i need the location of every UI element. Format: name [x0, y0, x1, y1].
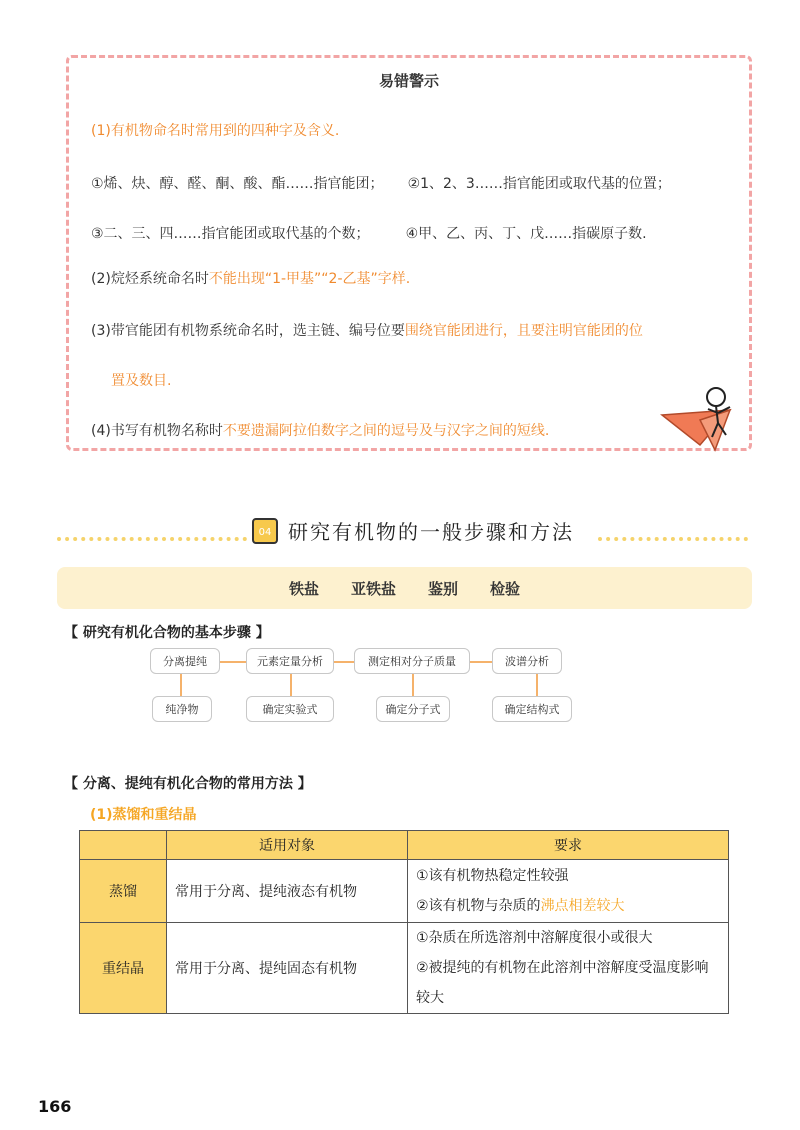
flow-result-empirical: 确定实验式 [246, 696, 334, 722]
cell-requirement [408, 923, 729, 1014]
keyword-item: 亚铁盐 [350, 579, 396, 598]
cell-requirement [408, 860, 729, 923]
warning-line-2 [91, 173, 671, 193]
req-line: ①杂质在所选溶剂中溶解度很小或很大 [416, 930, 653, 946]
row-label-recrystallization: 重结晶 [80, 923, 167, 1014]
flow-step-elemental-analysis: 元素定量分析 [246, 648, 334, 674]
warning-line-4a: (2)烷烃系统命名时 [91, 271, 209, 287]
warning-line-7 [91, 420, 549, 440]
warning-line-4b: 不能出现“1-甲基”“2-乙基”字样. [208, 271, 411, 287]
req-line: ①该有机物热稳定性较强 [416, 868, 569, 884]
section-title: 研究有机物的一般步骤和方法 [288, 520, 574, 544]
page-number: 166 [38, 1097, 72, 1116]
methods-table [79, 830, 729, 1014]
flow-connector [332, 661, 354, 663]
table-header-row [80, 831, 729, 860]
heading-basic-steps: 【 研究有机化合物的基本步骤 】 [64, 625, 270, 641]
warning-title: 易错警示 [378, 72, 439, 90]
table-header-requirement: 要求 [408, 831, 729, 860]
warning-line-7a: (4)书写有机物名称时 [91, 423, 223, 439]
section-number-badge: 04 [252, 518, 278, 544]
warning-line-6: 置及数目. [111, 373, 172, 389]
flow-connector [536, 674, 538, 698]
table-row [80, 860, 729, 923]
warning-line-3a: ③二、三、四……指官能团或取代基的个数； [91, 226, 370, 242]
warning-line-5b: 围绕官能团进行，且要注明官能团的位 [404, 323, 643, 339]
keyword-item: 鉴别 [428, 579, 459, 598]
table-corner-cell [80, 831, 167, 860]
req-text: ②该有机物与杂质的 [416, 898, 541, 914]
req-line [416, 891, 720, 921]
flow-step-molar-mass: 测定相对分子质量 [354, 648, 470, 674]
req-highlight: 沸点相差较大 [540, 898, 625, 914]
table-header-target: 适用对象 [167, 831, 408, 860]
keyword-item: 检验 [490, 579, 521, 598]
flow-result-pure: 纯净物 [152, 696, 212, 722]
warning-line-3b: ④甲、乙、丙、丁、戊……指碳原子数. [405, 226, 647, 242]
heading-separation-methods: 【 分离、提纯有机化合物的常用方法 】 [64, 776, 312, 792]
warning-line-5a: (3)带官能团有机物系统命名时，选主链、编号位要 [91, 323, 405, 339]
warning-line-4 [91, 268, 410, 288]
steps-flow-diagram [150, 648, 570, 728]
cell-target: 常用于分离、提纯液态有机物 [167, 860, 408, 923]
keyword-bar [57, 567, 752, 609]
warning-box [66, 55, 752, 451]
section-header [0, 510, 800, 546]
warning-line-7b: 不要遗漏阿拉伯数字之间的逗号及与汉字之间的短线. [222, 423, 550, 439]
subheading-distillation: (1)蒸馏和重结晶 [90, 807, 197, 823]
table-row [80, 923, 729, 1014]
flow-step-spectroscopy: 波谱分析 [492, 648, 562, 674]
flow-connector [180, 674, 182, 698]
warning-line-2b: ②1、2、3……指官能团或取代基的位置； [407, 176, 671, 192]
flow-connector [290, 674, 292, 698]
flow-connector [412, 674, 414, 698]
flow-result-molecular: 确定分子式 [376, 696, 450, 722]
warning-line-5 [91, 320, 643, 340]
flow-step-separation: 分离提纯 [150, 648, 220, 674]
paper-plane-mascot-icon [660, 385, 750, 455]
flow-result-structural: 确定结构式 [492, 696, 572, 722]
flow-connector [468, 661, 492, 663]
warning-line-3 [91, 223, 647, 243]
dotted-divider-right [598, 537, 748, 541]
dotted-divider-left [57, 537, 247, 541]
row-label-distillation: 蒸馏 [80, 860, 167, 923]
keyword-item: 铁盐 [288, 579, 319, 598]
flow-connector [220, 661, 248, 663]
cell-target: 常用于分离、提纯固态有机物 [167, 923, 408, 1014]
warning-line-2a: ①烯、炔、醇、醛、酮、酸、酯……指官能团； [91, 176, 384, 192]
req-line: ②被提纯的有机物在此溶剂中溶解度受温度影响较大 [416, 960, 709, 1006]
warning-line-1: (1)有机物命名时常用到的四种字及含义. [91, 123, 340, 139]
